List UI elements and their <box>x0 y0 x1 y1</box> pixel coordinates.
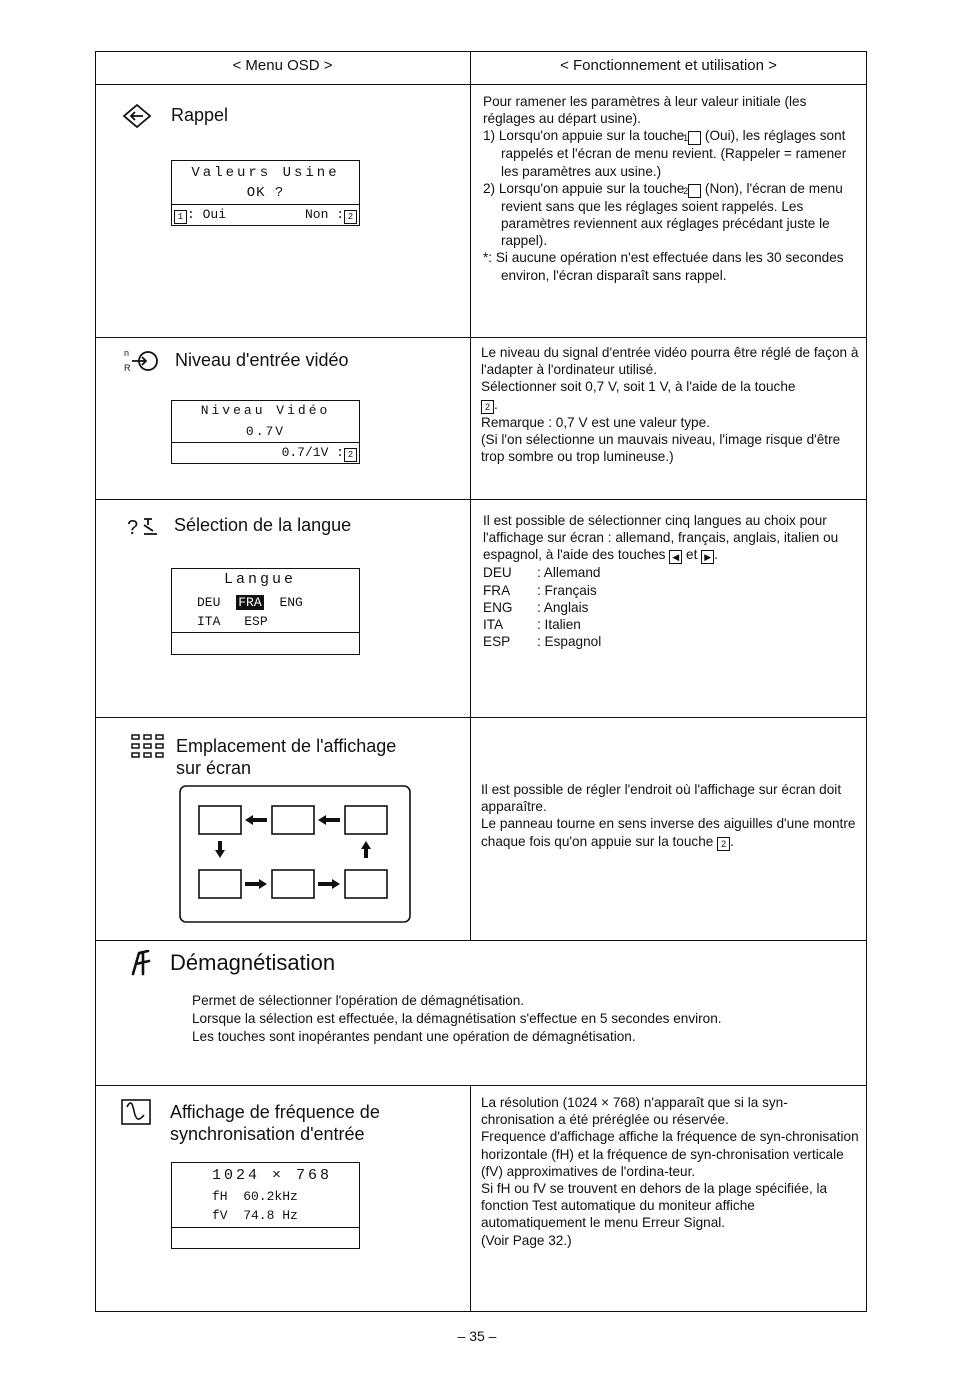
lang-option-deu: DEU <box>197 595 221 610</box>
lang-name: : Allemand <box>537 565 601 581</box>
key-2-icon: 2 <box>344 210 357 224</box>
langue-description <box>483 512 861 650</box>
divider <box>95 1085 867 1086</box>
desc-text: Permet de sélectionner l'opération de démagnétisation. <box>192 993 525 1008</box>
osd-fv: fV 74.8 Hz <box>212 1208 298 1223</box>
desc-note: Remarque : 0,7 V est une valeur type. <box>481 414 710 430</box>
key-2-icon: 2 <box>688 184 701 198</box>
desc-text: Sélectionner soit 0,7 V, soit 1 V, à l'aide de la touche 2 . <box>481 379 796 412</box>
freq-description <box>481 1094 859 1249</box>
left-arrow-key-icon: ◀ <box>669 550 682 564</box>
niveau-description <box>481 344 859 465</box>
lang-code: ITA <box>483 617 504 633</box>
column-divider <box>470 1085 471 1312</box>
desc-text: Les touches sont inopérantes pendant une opération de démagnétisation. <box>192 1029 636 1044</box>
lang-option-esp: ESP <box>244 614 268 629</box>
osd-question: OK ? <box>246 185 285 201</box>
lang-option-eng: ENG <box>279 595 303 610</box>
lang-option-ita: ITA <box>197 614 221 629</box>
osd-fh: fH 60.2kHz <box>212 1189 298 1204</box>
svg-text:?: ? <box>127 517 139 537</box>
emplacement-title <box>176 735 396 779</box>
title-line: synchronisation d'entrée <box>170 1124 365 1144</box>
desc-text: (Si l'on sélectionne un mauvais niveau, l'image risque d'être trop sombre ou trop lumineuse.) <box>481 431 841 465</box>
freq-osd-panel <box>171 1162 360 1249</box>
divider <box>95 84 867 85</box>
osd-non-label: Non : <box>304 207 344 222</box>
key-2-icon: 2 <box>481 400 494 414</box>
niveau-title: Niveau d'entrée vidéo <box>175 350 349 370</box>
key-1-icon: 1 <box>174 210 187 224</box>
divider <box>95 337 867 338</box>
desc-text: Le niveau du signal d'entrée vidéo pourra être réglé de façon à l'adapter à l'ordinateur utilisé. <box>481 345 859 378</box>
osd-title: Niveau Vidéo <box>200 403 331 418</box>
lang-name: : Anglais <box>537 599 589 615</box>
video-level-icon <box>124 346 160 374</box>
right-arrow-key-icon: ▶ <box>701 550 714 564</box>
demag-description <box>192 992 852 1046</box>
desc-step-2: 2) Lorsqu'on appuie sur la touche 2 (Non), l'écran de menu revient sans que les réglages soient rappelés. Les paramètres reviennent aux réglages précédant juste le rappel). <box>483 180 843 249</box>
divider <box>95 717 867 718</box>
svg-text:R: R <box>124 363 131 373</box>
niveau-osd-panel <box>171 400 360 464</box>
osd-non-option <box>305 207 357 224</box>
osd-title: Valeurs Usine <box>191 165 340 181</box>
rappel-title: Rappel <box>171 105 229 125</box>
degauss-icon <box>129 950 153 976</box>
lang-name: : Français <box>537 582 597 598</box>
desc-note: *: Si aucune opération n'est effectuée dans les 30 secondes environ, l'écran disparaît sans rappel. <box>483 250 844 283</box>
rappel-description <box>483 93 858 284</box>
frequency-icon <box>121 1099 151 1125</box>
rappel-osd-panel <box>171 160 360 226</box>
osd-option <box>282 445 357 462</box>
freq-title <box>170 1101 380 1145</box>
osd-oui-label: : Oui <box>187 207 227 222</box>
osd-title: Langue <box>224 571 297 588</box>
desc-text: Frequence d'affichage affiche la fréquence de syn-chronisation horizontale (fH) et la fréquence de syn-chronisation verticale (fV) approximatives de l'ordina-teur. <box>481 1129 859 1179</box>
page-number: – 35 – <box>457 1328 497 1344</box>
lang-code: FRA <box>483 582 511 598</box>
header-menu-osd: < Menu OSD > <box>232 57 333 74</box>
key-1-icon: 1 <box>688 131 701 145</box>
lang-option-fra-selected: FRA <box>238 595 262 610</box>
position-cycle-diagram <box>179 785 411 923</box>
lang-code: ENG <box>483 599 513 615</box>
desc-step-1: 1) Lorsqu'on appuie sur la touche 1 (Oui), les réglages sont rappelés et l'écran de menu revient. (Rappeler = ramener les paramètres aux usine.) <box>483 128 847 179</box>
lang-code: DEU <box>483 565 512 581</box>
desc-text: La résolution (1024 × 768) n'apparaît que si la syn-chronisation a été préréglée ou réservée. <box>481 1095 788 1128</box>
language-code-list <box>483 564 861 650</box>
desc-text: (Voir Page 32.) <box>481 1232 572 1248</box>
desc-text: Pour ramener les paramètres à leur valeur initiale (les réglages au départ usine). <box>483 94 807 127</box>
divider <box>95 499 867 500</box>
column-divider <box>470 51 471 940</box>
title-line: sur écran <box>176 758 252 778</box>
osd-position-icon <box>131 734 165 758</box>
lang-name: : Italien <box>537 617 581 633</box>
language-icon <box>127 513 163 537</box>
lang-code: ESP <box>483 634 511 650</box>
desc-text: Il est possible de sélectionner cinq langues au choix pour l'affichage sur écran : allemand, français, anglais, italien ou espagnol, à l'aide des touches ◀ et ▶ . <box>483 513 839 563</box>
osd-value: 0.7V <box>245 424 286 439</box>
desc-text: Le panneau tourne en sens inverse des aiguilles d'une montre chaque fois qu'on appuie sur la touche 2 . <box>481 816 856 849</box>
langue-osd-panel <box>171 568 360 655</box>
key-2-icon: 2 <box>717 837 730 851</box>
desc-text: Lorsque la sélection est effectuée, la démagnétisation s'effectue en 5 secondes environ. <box>192 1011 722 1026</box>
desc-text: Il est possible de régler l'endroit où l'affichage sur écran doit apparaître. <box>481 782 842 815</box>
demag-title: Démagnétisation <box>170 950 336 975</box>
langue-title: Sélection de la langue <box>174 515 352 535</box>
osd-lang-row-1 <box>197 595 359 610</box>
divider <box>95 940 867 941</box>
recall-icon <box>122 103 152 129</box>
key-2-icon: 2 <box>344 448 357 462</box>
emplacement-description <box>481 781 859 851</box>
desc-text: Si fH ou fV se trouvent en dehors de la plage spécifiée, la fonction Test automatique du moniteur affiche automatiquement le menu Erreur Signal. <box>481 1181 828 1231</box>
lang-name: : Espagnol <box>537 634 602 650</box>
svg-text:n: n <box>124 348 130 358</box>
title-line: Affichage de fréquence de <box>170 1102 380 1122</box>
osd-option-label: 0.7/1V : <box>281 445 344 460</box>
osd-lang-row-2 <box>197 614 359 629</box>
header-fonctionnement: < Fonctionnement et utilisation > <box>560 57 777 74</box>
title-line: Emplacement de l'affichage <box>176 736 397 756</box>
osd-resolution: 1024 × 768 <box>212 1167 333 1184</box>
